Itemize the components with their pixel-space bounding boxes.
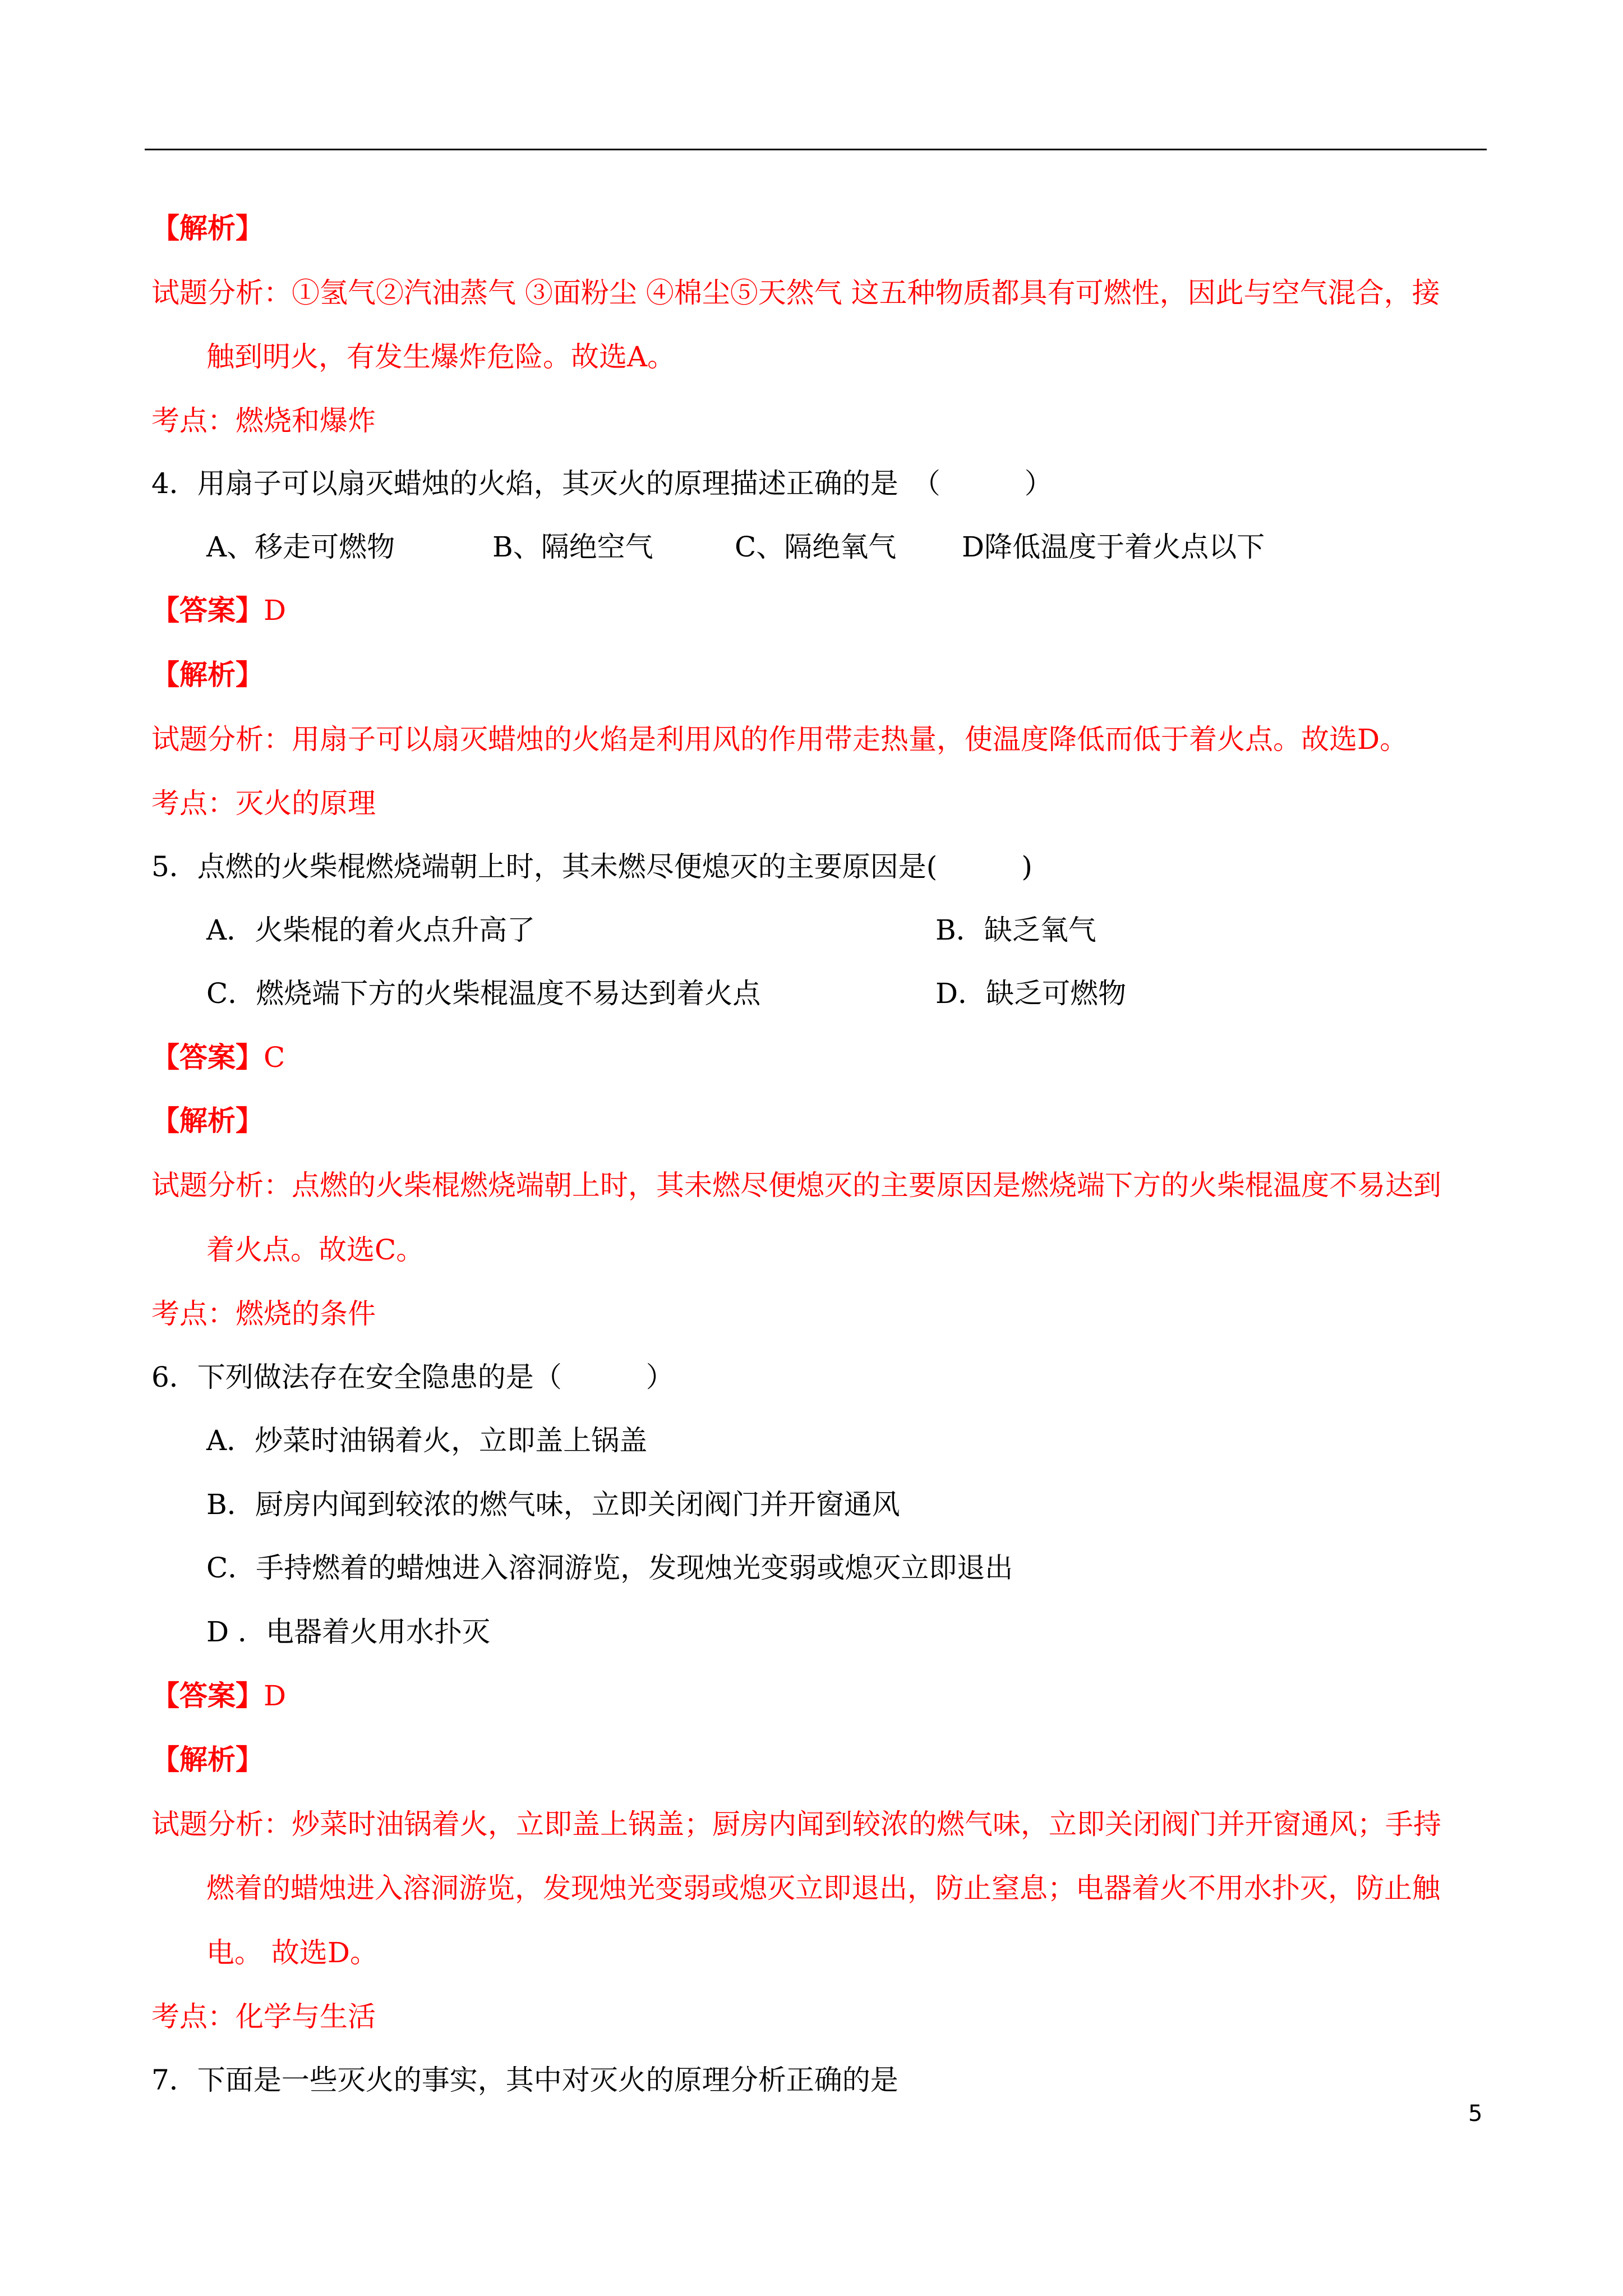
option-c: C、隔绝氧气 <box>735 531 897 563</box>
knowledge-point: 考点：化学与生活 <box>151 2000 376 2033</box>
analysis-text: 试题分析：①氢气②汽油蒸气 ③面粉尘 ④棉尘⑤天然气 这五种物质都具有可燃性，因此与空气混合，接 <box>151 277 1440 309</box>
option-b: B．厨房内闻到较浓的燃气味，立即关闭阀门并开窗通风 <box>206 1488 900 1521</box>
answer-line <box>151 591 286 630</box>
option-b: B．缺乏氧气 <box>935 914 1096 946</box>
analysis-text: 试题分析：用扇子可以扇灭蜡烛的火焰是利用风的作用带走热量，使温度降低而低于着火点。故选D。 <box>151 723 1408 756</box>
analysis-heading: 【解析】 <box>151 211 264 245</box>
answer-label: 【答案】 <box>151 1041 264 1074</box>
analysis-heading: 【解析】 <box>151 1743 264 1776</box>
header-rule <box>145 149 1487 150</box>
analysis-text: 试题分析：炒菜时油锅着火，立即盖上锅盖；厨房内闻到较浓的燃气味，立即关闭阀门并开窗通风；手持 <box>151 1808 1441 1841</box>
option-d: D ．电器着火用水扑灭 <box>206 1616 490 1648</box>
option-a: A．火柴棍的着火点升高了 <box>206 914 536 946</box>
analysis-text: 试题分析：点燃的火柴棍燃烧端朝上时，其未燃尽便熄灭的主要原因是燃烧端下方的火柴棍温度不易达到 <box>151 1169 1441 1202</box>
question-stem: 5．点燃的火柴棍燃烧端朝上时，其未燃尽便熄灭的主要原因是( ) <box>151 850 1032 883</box>
knowledge-point: 考点：灭火的原理 <box>151 787 376 820</box>
answer-value: D <box>264 594 287 627</box>
question-stem: 7．下面是一些灭火的事实，其中对灭火的原理分析正确的是 <box>151 2064 898 2096</box>
option-d: D．缺乏可燃物 <box>935 977 1127 1010</box>
option-b: B、隔绝空气 <box>492 531 653 563</box>
analysis-heading: 【解析】 <box>151 1104 264 1137</box>
option-d: D降低温度于着火点以下 <box>962 531 1265 563</box>
knowledge-point: 考点：燃烧的条件 <box>151 1297 376 1330</box>
answer-value: D <box>264 1680 287 1712</box>
option-a: A、移走可燃物 <box>206 531 395 563</box>
answer-value: C <box>264 1041 285 1074</box>
analysis-text: 触到明火，有发生爆炸危险。故选A。 <box>206 341 676 373</box>
option-c: C．燃烧端下方的火柴棍温度不易达到着火点 <box>206 977 761 1010</box>
question-stem: 4．用扇子可以扇灭蜡烛的火焰，其灭火的原理描述正确的是 （ ） <box>151 467 1053 500</box>
answer-label: 【答案】 <box>151 593 264 627</box>
answer-line <box>151 1676 286 1715</box>
page-number: 5 <box>1468 2101 1483 2127</box>
option-a: A．炒菜时油锅着火，立即盖上锅盖 <box>206 1424 648 1457</box>
answer-label: 【答案】 <box>151 1679 264 1712</box>
question-stem: 6．下列做法存在安全隐患的是（ ） <box>151 1361 674 1393</box>
analysis-text: 电。 故选D。 <box>206 1936 378 1969</box>
analysis-heading: 【解析】 <box>151 658 264 691</box>
knowledge-point: 考点：燃烧和爆炸 <box>151 404 376 437</box>
analysis-text: 燃着的蜡烛进入溶洞游览，发现烛光变弱或熄灭立即退出，防止窒息；电器着火不用水扑灭，防止触 <box>206 1872 1440 1904</box>
analysis-text: 着火点。故选C。 <box>206 1234 425 1266</box>
option-c: C．手持燃着的蜡烛进入溶洞游览，发现烛光变弱或熄灭立即退出 <box>206 1552 1013 1584</box>
answer-line <box>151 1038 285 1077</box>
